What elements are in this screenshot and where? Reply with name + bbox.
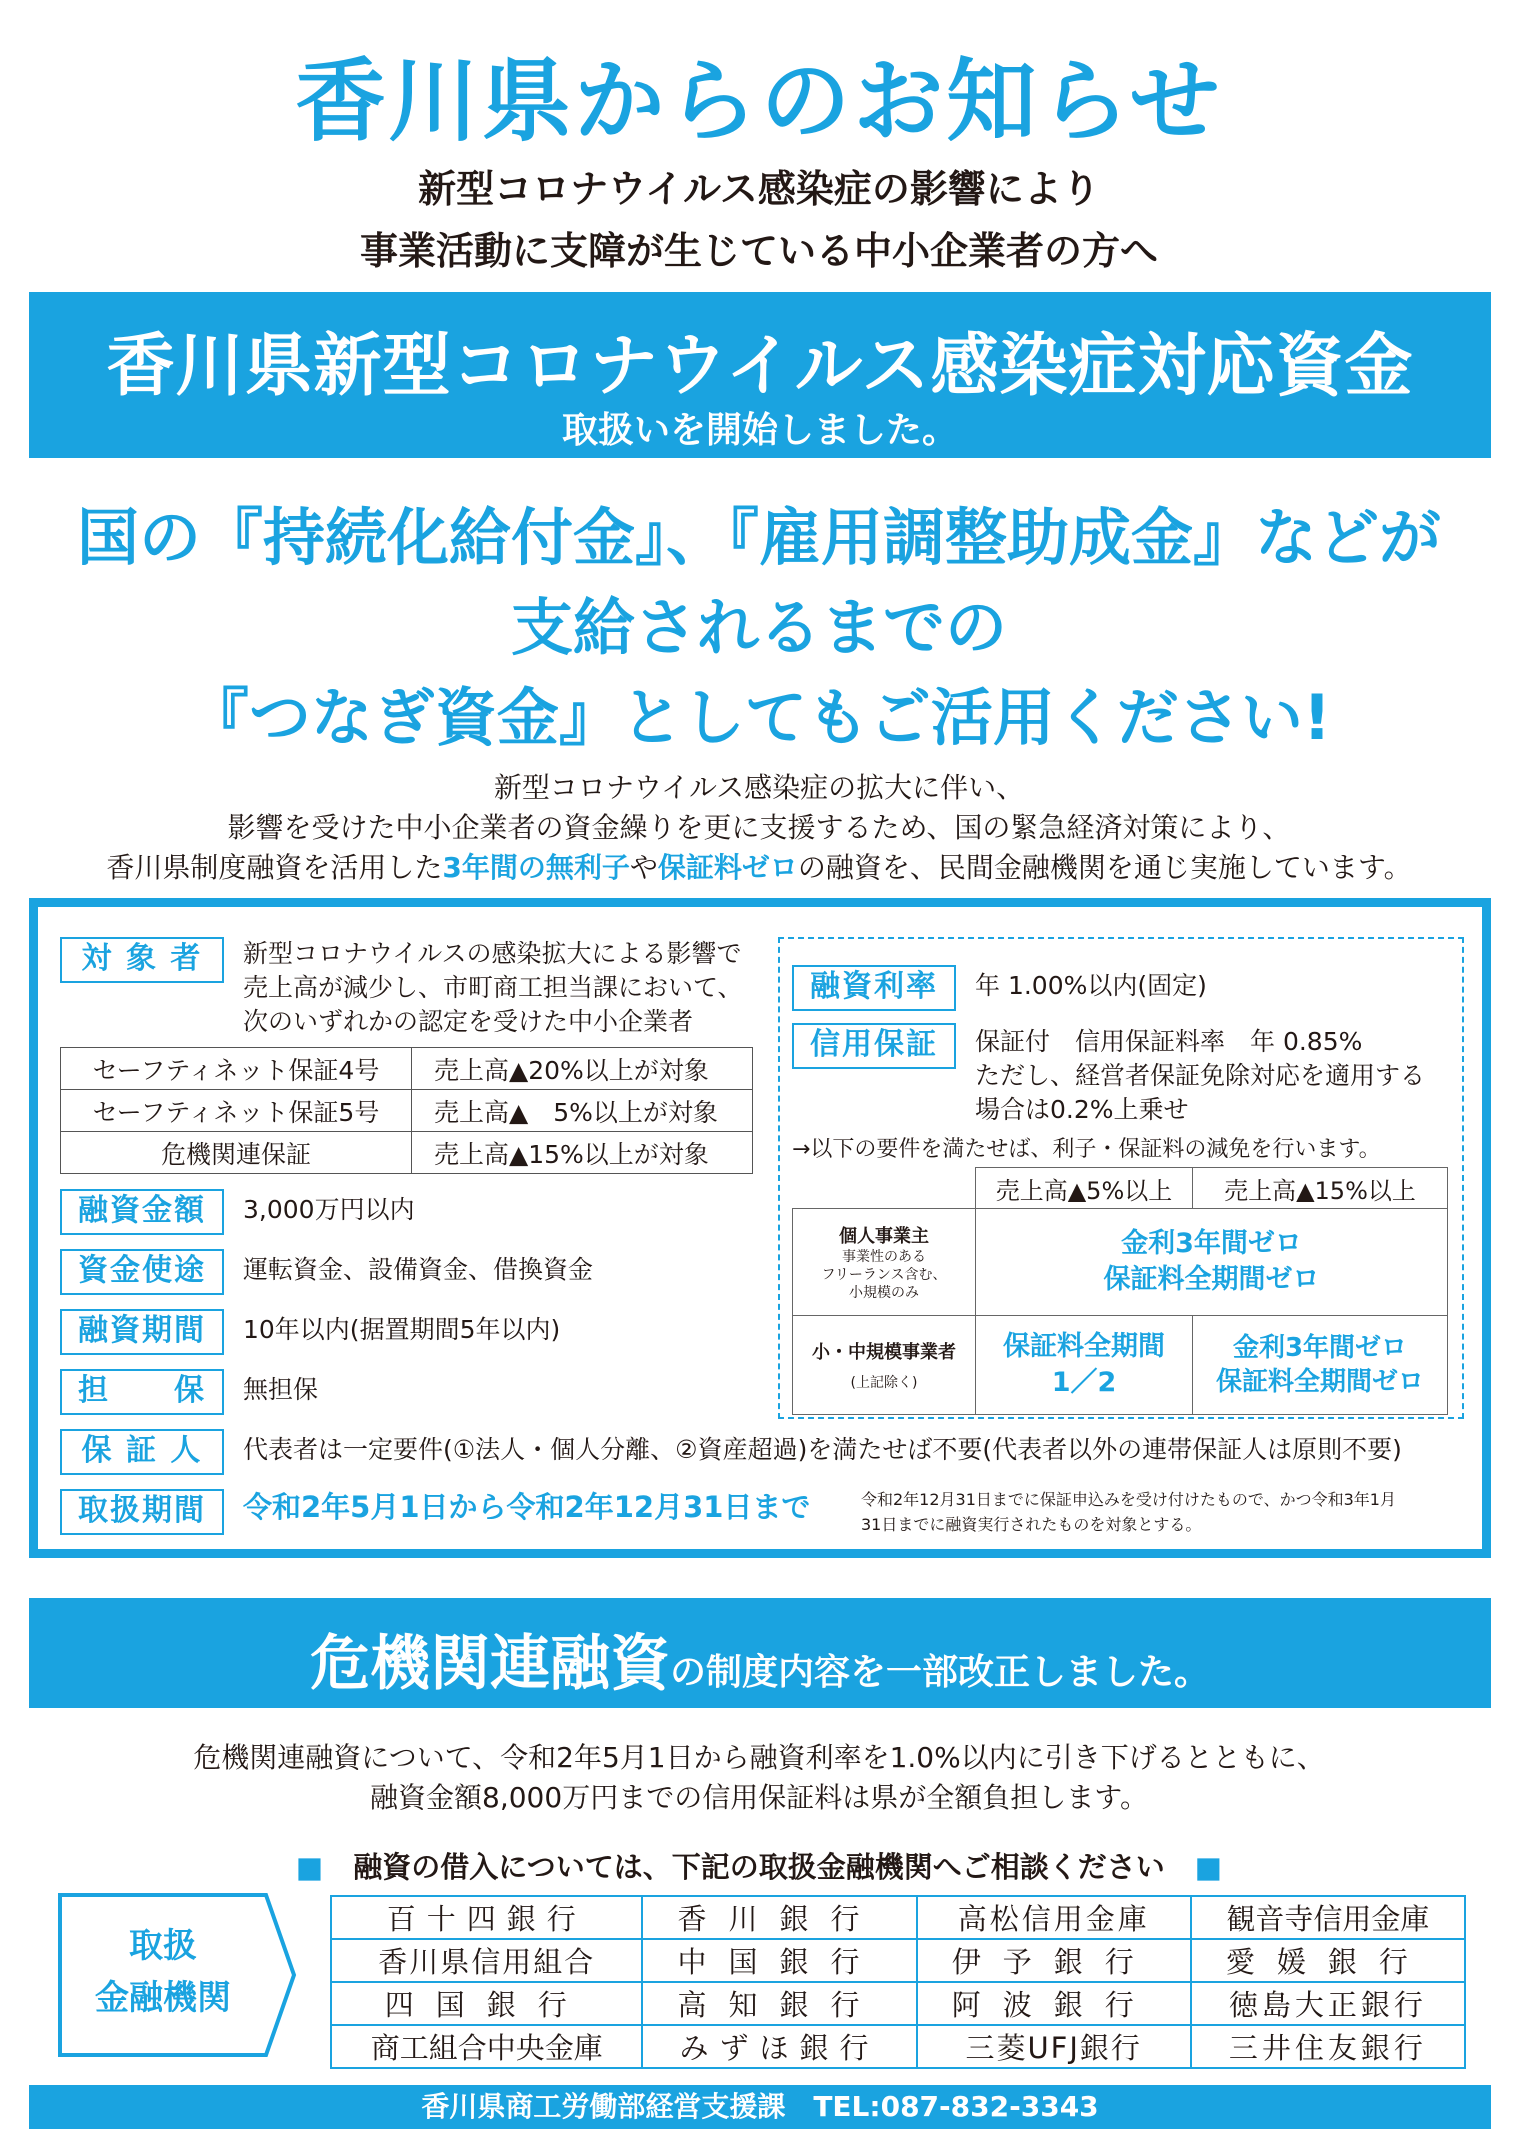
banks-label [58,1920,268,2024]
handling-note-line: 令和2年12月31日までに保証申込みを受け付けたもので、かつ令和3年1月 [861,1490,1396,1509]
credit-text-line: 保証付 信用保証料率 年 0.85% [975,1027,1363,1056]
target-text-line: 売上高が減少し、市町商工担当課において、 [243,973,743,1002]
row-head: 個人事業主 [839,1226,929,1247]
main-banner [29,292,1491,458]
row-sub: (上記除く) [850,1375,918,1391]
table-row [793,1209,1448,1316]
benefit-line: 保証料全期間ゼロ [1103,1264,1320,1295]
guarantor-label: 保 証 人 [60,1429,224,1475]
handling-note [861,1487,1396,1537]
handling-label: 取扱期間 [60,1489,224,1535]
subtitle-line-1: 新型コロナウイルス感染症の影響により [418,167,1100,211]
certification-table [60,1047,753,1174]
row-header-sole-prop [793,1209,976,1316]
bank-cell: 香川銀行 [642,1896,916,1939]
target-text-line: 新型コロナウイルスの感染拡大による影響で [243,939,742,968]
cert-name: セーフティネット保証4号 [61,1048,412,1090]
benefit-line: 保証料全期間 [1002,1331,1165,1362]
section2-text-line-1: 危機関連融資について、令和2年5月1日から融資利率を1.0%以内に引き下げるとともに、 [193,1741,1325,1774]
interest-panel [778,937,1464,1419]
intro-highlight-fee: 保証料ゼロ [657,851,798,884]
bank-cell: 三菱UFJ銀行 [917,2025,1191,2068]
row-sub: 小規模のみ [849,1285,919,1301]
headline-line-3: 『つなぎ資金』としてもご活用ください! [186,681,1332,754]
target-text [243,937,743,1039]
footer-contact: 香川県商工労働部経営支援課 TEL:087-832-3343 [29,2085,1491,2129]
collateral-label: 担 保 [60,1369,224,1415]
handling-note-line: 31日までに融資実行されたものを対象とする。 [861,1515,1202,1534]
square-icon: ■ [295,1850,324,1884]
col-header: 売上高▲5%以上 [976,1168,1193,1209]
sole-prop-benefit [976,1209,1448,1316]
bank-cell: 高知銀行 [642,1982,916,2025]
section2-title [29,1616,1491,1702]
banks-label-line: 取扱 [129,1926,197,1966]
section2-title-small: の制度内容を一部改正しました。 [669,1652,1210,1693]
credit-text [975,1025,1425,1127]
table-row [793,1168,1448,1209]
period-text: 10年以内(据置期間5年以内) [243,1315,561,1344]
bank-cell: 高松信用金庫 [917,1896,1191,1939]
amount-text: 3,000万円以内 [243,1195,415,1224]
credit-label: 信用保証 [792,1023,956,1069]
handling-text: 令和2年5月1日から令和2年12月31日まで [243,1490,811,1524]
sme-benefit-5 [976,1316,1193,1415]
cert-condition: 売上高▲ 5%以上が対象 [412,1090,753,1132]
table-row [331,2025,1465,2068]
row-sub: フリーランス含む、 [821,1267,947,1283]
benefit-line: 保証料全期間ゼロ [1215,1367,1424,1397]
use-label: 資金使途 [60,1249,224,1295]
period-label: 融資期間 [60,1309,224,1355]
bank-cell: 三井住友銀行 [1191,2025,1465,2068]
intro-line-3 [0,846,1518,886]
credit-text-line: ただし、経営者保証免除対応を適用する [975,1061,1426,1090]
row-header-sme [793,1316,976,1415]
benefit-line: 1／2 [1051,1367,1117,1398]
bank-cell: 香川県信用組合 [331,1939,642,1982]
credit-text-line: 場合は0.2%上乗せ [975,1095,1189,1124]
table-row [61,1048,753,1090]
table-row [331,1939,1465,1982]
intro-line-2: 影響を受けた中小企業者の資金繰りを更に支援するため、国の緊急経済対策により、 [227,811,1291,844]
bank-cell: 徳島大正銀行 [1191,1982,1465,2025]
banks-label-line: 金融機関 [95,1978,231,2018]
intro-text: や [629,851,658,884]
intro-text: 香川県制度融資を活用した [106,851,443,884]
loan-info-box [29,898,1491,1558]
subtitle-line-2: 事業活動に支障が生じている中小企業者の方へ [359,229,1158,273]
banks-heading [0,1845,1518,1886]
cert-condition: 売上高▲20%以上が対象 [412,1048,753,1090]
bank-cell: 商工組合中央金庫 [331,2025,642,2068]
use-text: 運転資金、設備資金、借換資金 [243,1255,594,1284]
table-row [331,1982,1465,2025]
guarantor-text: 代表者は一定要件(①法人・個人分離、②資産超過)を満たせば不要(代表者以外の連帯保証人は原則不要) [243,1435,1402,1464]
bank-cell: 愛媛銀行 [1191,1939,1465,1982]
table-row [331,1896,1465,1939]
bank-cell: 中国銀行 [642,1939,916,1982]
collateral-text: 無担保 [243,1375,319,1404]
bank-cell: 四国銀行 [331,1982,642,2025]
section2-text-line-2: 融資金額8,000万円までの信用保証料は県が全額負担します。 [370,1781,1148,1814]
row-head: 小・中規模事業者 [812,1342,956,1363]
rate-text: 年 1.00%以内(固定) [975,971,1207,1000]
table-row [793,1316,1448,1415]
amount-label: 融資金額 [60,1189,224,1235]
blank-cell [793,1168,976,1209]
benefit-line: 金利3年間ゼロ [1232,1333,1408,1363]
intro-line-1: 新型コロナウイルス感染症の拡大に伴い、 [493,771,1025,804]
cert-condition: 売上高▲15%以上が対象 [412,1132,753,1174]
square-icon: ■ [1194,1850,1223,1884]
rate-label: 融資利率 [792,965,956,1011]
banks-heading-text: 融資の借入については、下記の取扱金融機関へご相談ください [353,1850,1165,1884]
cert-name: 危機関連保証 [61,1132,412,1174]
banner-title: 香川県新型コロナウイルス感染症対応資金 [106,327,1414,406]
col-header: 売上高▲15%以上 [1192,1168,1447,1209]
cert-name: セーフティネット保証5号 [61,1090,412,1132]
table-row [61,1090,753,1132]
intro-highlight-interest: 3年間の無利子 [442,851,630,884]
table-row [61,1132,753,1174]
bank-cell: 伊予銀行 [917,1939,1191,1982]
section2-title-big: 危機関連融資 [309,1629,670,1699]
bank-cell: 百十四銀行 [331,1896,642,1939]
target-text-line: 次のいずれかの認定を受けた中小企業者 [243,1007,694,1036]
headline-line-2: 支給されるまでの [510,591,1007,664]
reduction-table [792,1167,1448,1415]
headline-line-1: 国の『持続化給付金』、『雇用調整助成金』などが [76,501,1441,574]
row-sub: 事業性のある [842,1249,926,1265]
sme-benefit-15 [1192,1316,1447,1415]
intro-text: の融資を、民間金融機関を通じ実施しています。 [797,851,1412,884]
bank-cell: みずほ銀行 [642,2025,916,2068]
page-title: 香川県からのお知らせ [295,49,1223,154]
banks-table [330,1895,1466,2069]
bank-cell: 阿波銀行 [917,1982,1191,2025]
target-label: 対 象 者 [60,937,224,983]
reduction-note: →以下の要件を満たせば、利子・保証料の減免を行います。 [792,1137,1381,1162]
banner-subtitle: 取扱いを開始しました。 [561,410,958,451]
bank-cell: 観音寺信用金庫 [1191,1896,1465,1939]
benefit-line: 金利3年間ゼロ [1121,1228,1302,1259]
section2-banner [29,1598,1491,1708]
